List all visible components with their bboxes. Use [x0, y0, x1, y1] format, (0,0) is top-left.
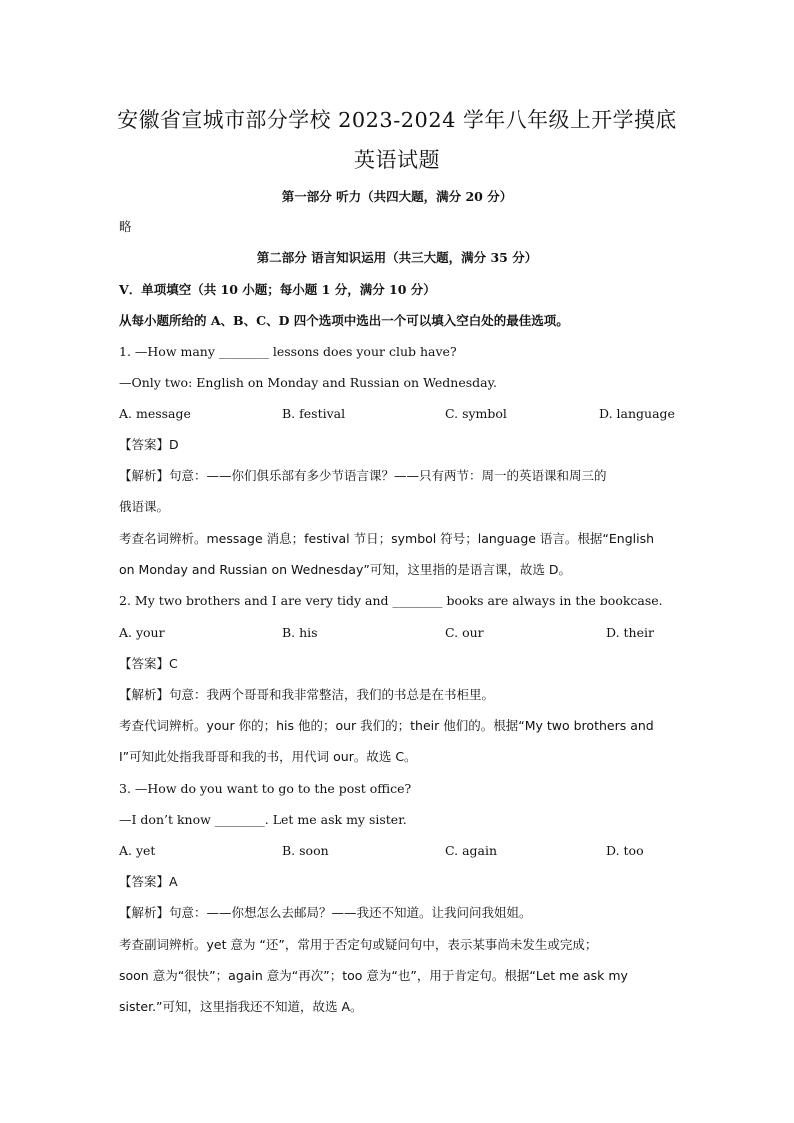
- document-subtitle: 英语试题: [354, 148, 440, 172]
- q3-analysis-line1: 【解析】句意：——你想怎么去邮局？——我还不知道。让我问问我姐姐。: [119, 905, 532, 920]
- q2-analysis-line2: 考查代词辨析。your 你的；his 他的；our 我们的；their 他们的。根据“My two brothers and: [119, 718, 654, 733]
- q3-answer: 【答案】A: [119, 874, 178, 889]
- q3-analysis-line3: soon 意为“很快”；again 意为“再次”；too 意为“也”，用于肯定句。根据“Let me ask my: [119, 968, 628, 983]
- q1-stem-line2: —Only two: English on Monday and Russian on Wednesday.: [119, 375, 498, 390]
- q2-answer: 【答案】C: [119, 656, 178, 671]
- instruction: 从每小题所给的 A、B、C、D 四个选项中选出一个可以填入空白处的最佳选项。: [119, 313, 569, 328]
- q2-analysis-line1: 【解析】句意：我两个哥哥和我非常整洁，我们的书总是在书柜里。: [119, 687, 495, 702]
- q3-stem-line1: 3. —How do you want to go to the post office?: [119, 781, 412, 796]
- q2-analysis-line3: I”可知此处指我哥哥和我的书，用代词 our。故选 C。: [119, 749, 417, 764]
- section-heading: V．单项填空（共 10 小题；每小题 1 分，满分 10 分）: [119, 282, 436, 297]
- q3-analysis-line4: sister.”可知，这里指我还不知道，故选 A。: [119, 999, 363, 1014]
- part1-note: 略: [119, 219, 132, 234]
- q1-option-a: A. message: [119, 406, 191, 421]
- q1-analysis-line3: 考查名词辨析。message 消息；festival 节日；symbol 符号；language 语言。根据“English: [119, 531, 655, 546]
- part1-heading: 第一部分 听力（共四大题，满分 20 分）: [281, 189, 513, 204]
- q2-option-d: D. their: [606, 625, 654, 640]
- q2-option-b: B. his: [282, 625, 318, 640]
- q1-analysis-line4: on Monday and Russian on Wednesday”可知，这里指的是语言课，故选 D。: [119, 562, 571, 577]
- q1-option-b: B. festival: [282, 406, 346, 421]
- q3-option-d: D. too: [606, 843, 644, 858]
- q1-analysis-line2: 俄语课。: [119, 499, 170, 514]
- q2-option-c: C. our: [445, 625, 484, 640]
- q3-stem-line2: —I don’t know ________. Let me ask my sister.: [119, 812, 407, 827]
- q3-option-b: B. soon: [282, 843, 329, 858]
- document-title: 安徽省宣城市部分学校 2023-2024 学年八年级上开学摸底: [117, 108, 677, 132]
- q2-option-a: A. your: [119, 625, 165, 640]
- q1-option-d: D. language: [599, 406, 675, 421]
- q1-answer: 【答案】D: [119, 437, 179, 452]
- q3-option-a: A. yet: [119, 843, 156, 858]
- q1-stem-line1: 1. —How many ________ lessons does your club have?: [119, 344, 457, 359]
- part2-heading: 第二部分 语言知识运用（共三大题，满分 35 分）: [256, 250, 538, 265]
- q3-option-c: C. again: [445, 843, 498, 858]
- q3-analysis-line2: 考查副词辨析。yet 意为 “还”，常用于否定句或疑问句中，表示某事尚未发生或完成；: [119, 937, 598, 952]
- q1-analysis-line1: 【解析】句意：——你们俱乐部有多少节语言课？——只有两节：周一的英语课和周三的: [119, 468, 607, 483]
- q1-option-c: C. symbol: [445, 406, 507, 421]
- q2-stem-line1: 2. My two brothers and I are very tidy and ________ books are always in the bookcase.: [119, 593, 663, 608]
